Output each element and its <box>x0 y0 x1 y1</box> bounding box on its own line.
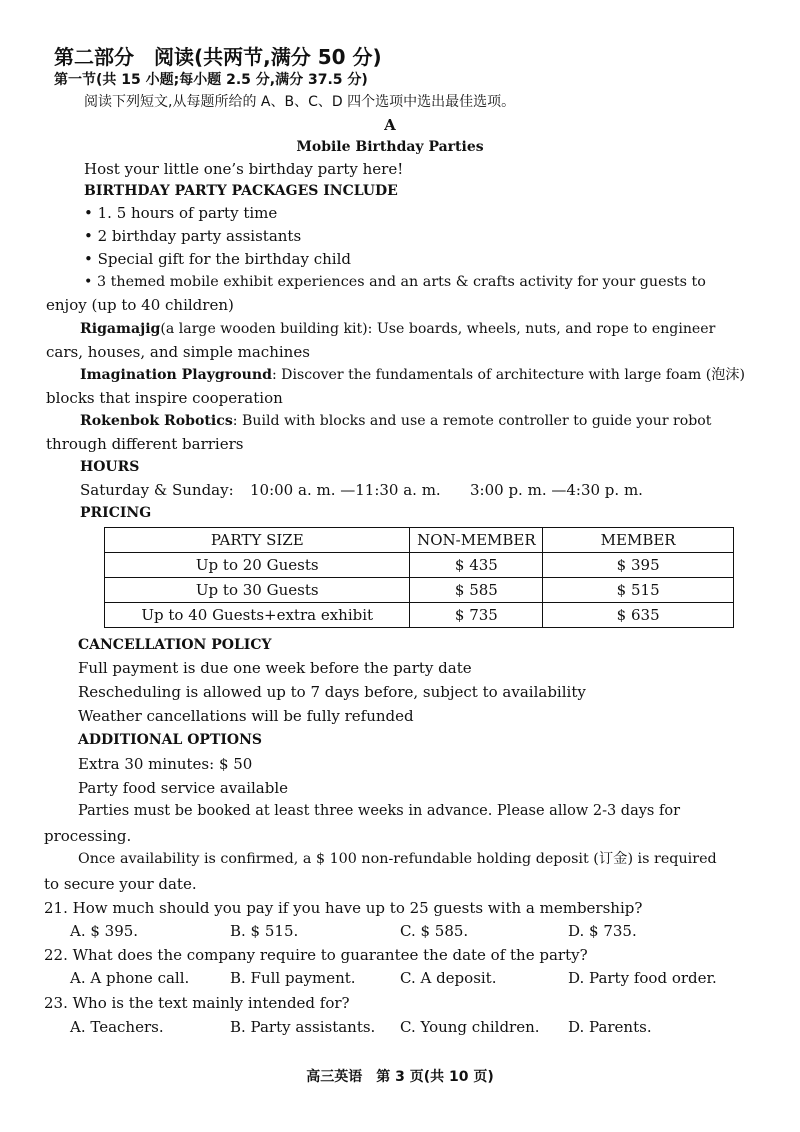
additional-heading: ADDITIONAL OPTIONS <box>78 732 263 748</box>
pricing-heading: PRICING <box>80 505 152 521</box>
subsection-title: 第一节(共 15 小题;每小题 2.5 分,满分 37.5 分) <box>54 72 368 88</box>
table-cell: $ 585 <box>410 578 543 603</box>
option-a: A. A phone call. <box>70 969 190 987</box>
option-a: A. $ 395. <box>70 922 139 940</box>
exhibit-imagination <box>80 365 745 385</box>
exhibit-rokenbok-cont: through different barriers <box>46 435 244 453</box>
exhibit-description: : Build with blocks and use a remote controller to guide your robot <box>232 413 712 429</box>
option-a: A. Teachers. <box>70 1018 164 1036</box>
pricing-table <box>104 527 734 628</box>
deposit-text-cont: to secure your date. <box>44 875 197 893</box>
bullet-item: • Special gift for the birthday child <box>84 250 351 268</box>
table-cell: Up to 30 Guests <box>105 578 410 603</box>
passage-title: Mobile Birthday Parties <box>296 139 484 155</box>
part-title: 第二部分 阅读(共两节,满分 50 分) <box>54 45 382 69</box>
hours-slot-morning: 10:00 a. m. —11:30 a. m. <box>250 481 441 499</box>
table-cell: Up to 40 Guests+extra exhibit <box>105 603 410 628</box>
option-c: C. $ 585. <box>400 922 469 940</box>
hours-days: Saturday & Sunday: <box>80 481 234 499</box>
option-d: D. Party food order. <box>568 969 717 987</box>
bullet-item: • 1. 5 hours of party time <box>84 204 278 222</box>
packages-heading: BIRTHDAY PARTY PACKAGES INCLUDE <box>84 183 398 199</box>
passage-letter: A <box>384 116 396 134</box>
table-cell: Up to 20 Guests <box>105 553 410 578</box>
exhibit-name: Rokenbok Robotics <box>80 413 233 429</box>
option-b: B. Party assistants. <box>230 1018 376 1036</box>
cancellation-line: Weather cancellations will be fully refunded <box>78 707 414 725</box>
table-row <box>105 553 734 578</box>
table-cell: $ 435 <box>410 553 543 578</box>
exhibit-rokenbok <box>80 411 711 431</box>
bullet-item: • 3 themed mobile exhibit experiences and an arts & crafts activity for your guests to <box>84 274 706 290</box>
option-b: B. Full payment. <box>230 969 356 987</box>
table-header-cell: NON-MEMBER <box>410 528 543 553</box>
exhibit-name: Imagination Playground <box>80 367 272 383</box>
cancellation-line: Full payment is due one week before the party date <box>78 659 472 677</box>
table-header-cell: MEMBER <box>543 528 734 553</box>
option-d: D. Parents. <box>568 1018 652 1036</box>
instruction: 阅读下列短文,从每题所给的 A、B、C、D 四个选项中选出最佳选项。 <box>84 94 516 110</box>
table-cell: $ 395 <box>543 553 734 578</box>
intro-text: Host your little one’s birthday party here! <box>84 160 404 178</box>
table-row <box>105 603 734 628</box>
table-cell: $ 735 <box>410 603 543 628</box>
table-row <box>105 578 734 603</box>
exhibit-rigamajig-cont: cars, houses, and simple machines <box>46 343 310 361</box>
booking-text: Parties must be booked at least three weeks in advance. Please allow 2-3 days for <box>78 803 680 819</box>
exhibit-description: (a large wooden building kit): Use boards, wheels, nuts, and rope to engineer <box>160 321 716 337</box>
bullet-continuation: enjoy (up to 40 children) <box>46 296 234 314</box>
table-header-cell: PARTY SIZE <box>105 528 410 553</box>
hours-slot-afternoon: 3:00 p. m. —4:30 p. m. <box>470 481 643 499</box>
option-c: C. Young children. <box>400 1018 540 1036</box>
booking-text-cont: processing. <box>44 827 132 845</box>
table-cell: $ 515 <box>543 578 734 603</box>
exhibit-description: : Discover the fundamentals of architecture with large foam (泡沫) <box>271 367 745 383</box>
deposit-text: Once availability is confirmed, a $ 100 non-refundable holding deposit (订金) is required <box>78 851 717 867</box>
exhibit-rigamajig <box>80 319 715 339</box>
bullet-item: • 2 birthday party assistants <box>84 227 302 245</box>
additional-line: Extra 30 minutes: $ 50 <box>78 755 253 773</box>
option-c: C. A deposit. <box>400 969 497 987</box>
question-stem: 21. How much should you pay if you have up to 25 guests with a membership? <box>44 899 643 917</box>
additional-line: Party food service available <box>78 779 289 797</box>
cancellation-heading: CANCELLATION POLICY <box>78 637 272 653</box>
question-stem: 22. What does the company require to guarantee the date of the party? <box>44 946 588 964</box>
cancellation-line: Rescheduling is allowed up to 7 days before, subject to availability <box>78 683 586 701</box>
question-stem: 23. Who is the text mainly intended for? <box>44 994 350 1012</box>
page-footer: 高三英语 第 3 页(共 10 页) <box>306 1069 494 1085</box>
table-cell: $ 635 <box>543 603 734 628</box>
option-b: B. $ 515. <box>230 922 299 940</box>
exhibit-imagination-cont: blocks that inspire cooperation <box>46 389 283 407</box>
option-d: D. $ 735. <box>568 922 637 940</box>
exhibit-name: Rigamajig <box>80 321 161 337</box>
table-header-row <box>105 528 734 553</box>
hours-heading: HOURS <box>80 459 140 475</box>
